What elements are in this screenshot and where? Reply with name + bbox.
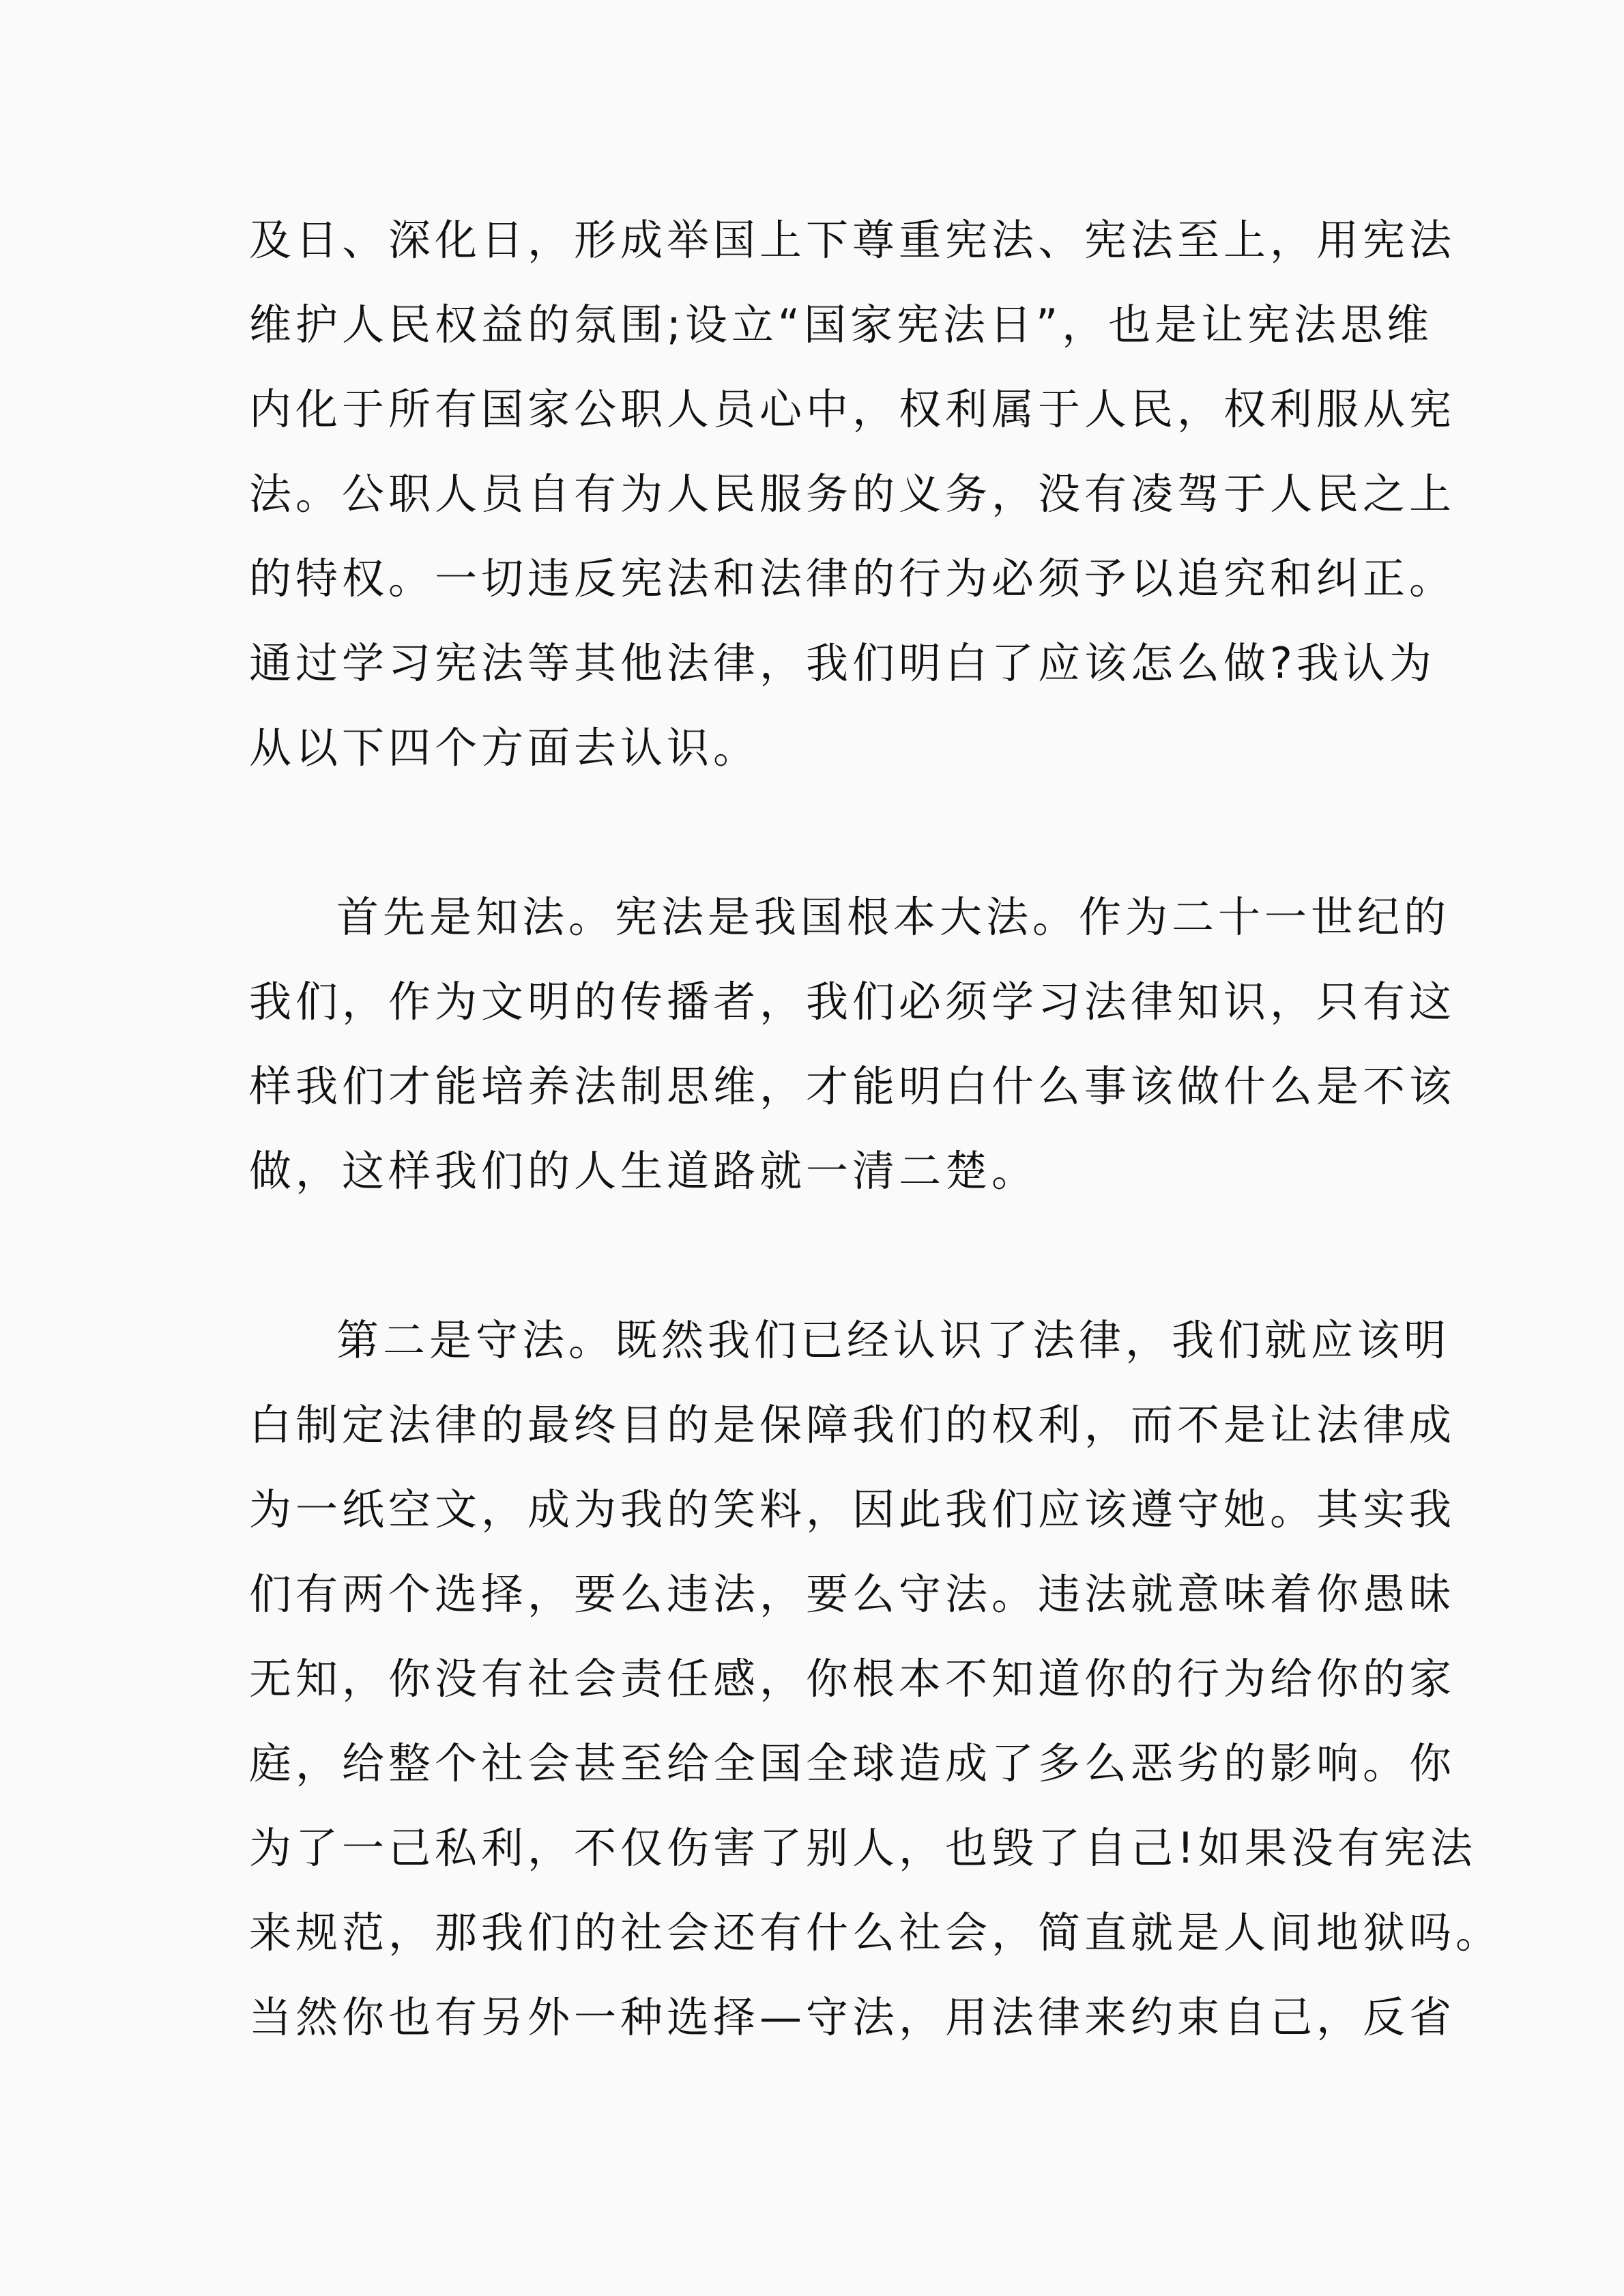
paragraph-line: 法。公职人员自有为人民服务的义务，没有凌驾于人民之上 [249, 469, 1456, 519]
paragraph-line: 第二是守法。既然我们已经认识了法律，我们就应该明 [336, 1315, 1451, 1365]
paragraph-3 [249, 1298, 1503, 2060]
paragraph-line: 做，这样我们的人生道路就一清二楚。 [249, 1146, 1039, 1196]
paragraph-line: 内化于所有国家公职人员心中，权利属于人民，权利服从宪 [249, 384, 1456, 434]
paragraph-line: 来规范，那我们的社会还有什么社会，简直就是人间地狱吗。 [249, 1908, 1503, 1957]
paragraph-line: 庭，给整个社会甚至给全国全球造成了多么恶劣的影响。你 [249, 1738, 1456, 1788]
document-body [249, 198, 1503, 2144]
paragraph-line: 当然你也有另外一种选择—守法，用法律来约束自己，反省 [249, 1992, 1456, 2042]
paragraph-line: 为一纸空文，成为我的笑料，因此我们应该遵守她。其实我 [249, 1484, 1456, 1534]
paragraph-line: 从以下四个方面去认识。 [249, 723, 760, 773]
paragraph-line: 白制定法律的最终目的是保障我们的权利，而不是让法律成 [249, 1400, 1456, 1450]
paragraph-line: 为了一己私利，不仅伤害了别人，也毁了自己!如果没有宪法 [249, 1823, 1477, 1873]
paragraph-line: 通过学习宪法等其他法律，我们明白了应该怎么做?我认为 [249, 638, 1436, 688]
paragraph-line: 无知，你没有社会责任感，你根本不知道你的行为给你的家 [249, 1654, 1456, 1704]
paragraph-line: 样我们才能培养法制思维，才能明白什么事该做什么是不该 [249, 1061, 1456, 1111]
paragraph-line: 首先是知法。宪法是我国根本大法。作为二十一世纪的 [336, 892, 1451, 942]
paragraph-2 [249, 875, 1456, 1214]
paragraph-line: 我们，作为文明的传播者，我们必须学习法律知识，只有这 [249, 977, 1456, 1027]
paragraph-line: 维护人民权益的氛围;设立“国家宪法日”，也是让宪法思维 [249, 300, 1434, 349]
paragraph-line: 们有两个选择，要么违法，要么守法。违法就意味着你愚昧 [249, 1569, 1456, 1619]
paragraph-line: 的特权。一切违反宪法和法律的行为必须予以追究和纠正。 [249, 554, 1456, 603]
paragraph-line: 及日、深化日，形成举国上下尊重宪法、宪法至上，用宪法 [249, 215, 1456, 265]
paragraph-1 [249, 198, 1456, 790]
